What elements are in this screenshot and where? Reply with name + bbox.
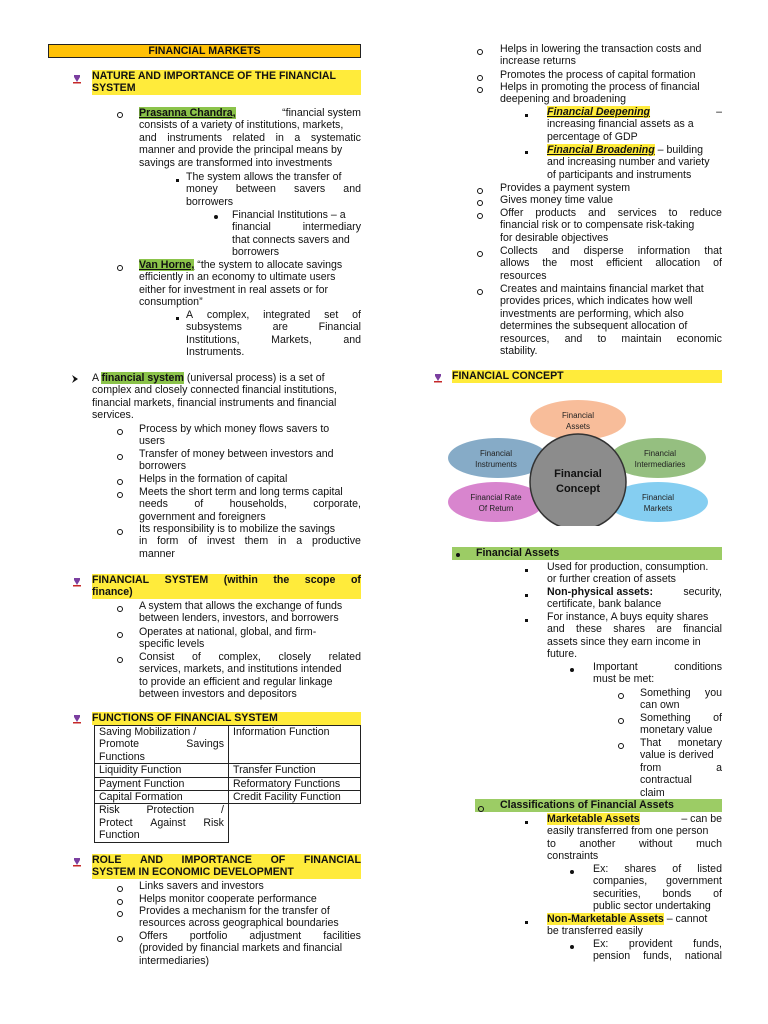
arrow-down-bullet-icon [72, 857, 82, 867]
financial-concept-diagram [444, 396, 712, 526]
label-instruments-2: Instruments [475, 460, 517, 469]
sec2-item-2: Transfer of money between investors and borrowers [139, 448, 334, 473]
non-marketable-example: Ex: provident funds, pension funds, national [593, 938, 722, 963]
arrow-down-bullet-icon [72, 577, 82, 587]
sec5-item-4: Offers portfolio adjustment facilities (provided by financial markets and financial intermediaries) [139, 930, 361, 967]
table-cell: Saving Mobilization / Promote Savings Functions [95, 726, 229, 764]
section-heading-financial-concept: FINANCIAL CONCEPT [452, 370, 722, 383]
arrow-down-bullet-icon [433, 373, 443, 383]
label-rate-2: Of Return [478, 504, 514, 513]
arrow-down-bullet-icon [72, 714, 82, 724]
financial-institutions-text: Financial Institutions – a financial intermediary that connects savers and borrowers [232, 209, 361, 259]
label-rate-1: Financial Rate [470, 493, 522, 502]
non-marketable-assets-text: Non-Marketable Assets – cannot be transferred easily [547, 913, 708, 938]
right-item-1: Helps in lowering the transaction costs and increase returns [500, 43, 702, 68]
fa-instance-text: For instance, A buys equity shares and these shares are financial assets since they earn income in future. [547, 611, 722, 661]
label-markets-2: Markets [643, 504, 673, 513]
sec2-item-4: Meets the short term and long terms capital needs of households, corporate, government and foreigners [139, 486, 361, 523]
node-financial-concept-center [530, 434, 626, 526]
financial-deepening-text: Financial Deepening – increasing financial assets as a percentage of GDP [547, 106, 722, 143]
marketable-assets-text: Marketable Assets – can be easily transferred from one person to another without much constraints [547, 813, 722, 863]
condition-3: That monetary value is derived from a contractual claim [640, 737, 722, 799]
arrow-right-bullet-icon [70, 374, 80, 384]
right-item-7: Collects and disperse information that allows the most efficient allocation of resources [500, 245, 722, 282]
condition-1: Something you can own [640, 687, 722, 712]
label-instruments-1: Financial [479, 449, 513, 458]
sec3-item-2: Operates at national, global, and firm- specific levels [139, 626, 317, 651]
table-cell: Payment Function [95, 777, 229, 790]
section-heading-nature: NATURE AND IMPORTANCE OF THE FINANCIAL SYSTEM [92, 70, 361, 95]
section-heading-functions: FUNCTIONS OF FINANCIAL SYSTEM [92, 712, 361, 725]
complex-subsystems-text: A complex, integrated set of subsystems are Financial Institutions, Markets, and Instruments. [186, 309, 361, 359]
right-item-8: Creates and maintains financial market that provides prices, which indicates how well investments are performing, which also determines the subsequent allocation of resources, and to maintain economic stability. [500, 283, 722, 358]
table-cell: Liquidity Function [95, 764, 229, 777]
table-cell: Capital Formation [95, 791, 229, 804]
sec3-item-1: A system that allows the exchange of funds between lenders, investors, and borrowers [139, 600, 343, 625]
section-heading-role: ROLE AND IMPORTANCE OF FINANCIAL SYSTEM IN ECONOMIC DEVELOPMENT [92, 854, 361, 879]
sec3-item-3: Consist of complex, closely related services, markets, and institutions intended to provide an efficient and regular linkage between investors and depositors [139, 651, 361, 701]
table-cell: Information Function [229, 726, 361, 764]
fa-non-physical-text: Non-physical assets: security, certificate, bank balance [547, 586, 722, 611]
label-center-1: Financial [554, 468, 602, 480]
table-cell: Risk Protection / Protect Against Risk Function [95, 804, 229, 842]
right-item-6: Offer products and services to reduce financial risk or to compensate risk-taking for desirable objectives [500, 207, 722, 244]
label-markets-1: Financial [641, 493, 675, 502]
node-financial-rate [448, 482, 544, 522]
important-conditions-text: Important conditions must be met: [593, 661, 722, 686]
sec5-item-2: Helps monitor cooperate performance [139, 893, 317, 905]
label-assets-1: Financial [561, 411, 595, 420]
financial-assets-heading: Financial Assets [476, 547, 560, 559]
label-intermediaries-2: Intermediaries [634, 460, 686, 469]
financial-system-definition: A financial system (universal process) is a set of complex and closely connected financial institutions, financial markets, financial instruments and financial services. [92, 372, 337, 422]
table-cell: Credit Facility Function [229, 791, 361, 804]
label-center-2: Concept [556, 483, 600, 495]
section-heading-financial-system: FINANCIAL SYSTEM (within the scope of finance) [92, 574, 361, 599]
right-item-3: Helps in promoting the process of financial deepening and broadening [500, 81, 700, 106]
fa-used-text: Used for production, consumption. or further creation of assets [547, 561, 709, 586]
classifications-heading: Classifications of Financial Assets [500, 799, 674, 811]
marketable-example: Ex: shares of listed companies, government securities, bonds of public sector undertaking [593, 863, 722, 913]
sec5-item-3: Provides a mechanism for the transfer of resources across geographical boundaries [139, 905, 339, 930]
sec2-item-1: Process by which money flows savers to users [139, 423, 330, 448]
table-cell: Transfer Function [229, 764, 361, 777]
right-item-2: Promotes the process of capital formation [500, 69, 696, 81]
prasanna-quote: Prasanna Chandra, “financial system consists of a variety of institutions, markets, and instruments related in a systematic manner and provide the principal means by savings are transformed into investments [139, 107, 361, 169]
table-cell: Reformatory Functions [229, 777, 361, 790]
sec5-item-1: Links savers and investors [139, 880, 264, 892]
label-intermediaries-1: Financial [643, 449, 677, 458]
right-item-4: Provides a payment system [500, 182, 631, 194]
sec2-item-5: Its responsibility is to mobilize the savings in form of invest them in a productive manner [139, 523, 361, 560]
right-item-5: Gives money time value [500, 194, 614, 206]
financial-broadening-text: Financial Broadening – building and increasing number and variety of participants and instruments [547, 144, 710, 181]
arrow-down-bullet-icon [72, 74, 82, 84]
page-title: FINANCIAL MARKETS [48, 44, 361, 58]
condition-2: Something of monetary value [640, 712, 722, 737]
table-cell-empty [229, 804, 361, 842]
sec2-item-3: Helps in the formation of capital [139, 473, 288, 485]
label-assets-2: Assets [565, 422, 591, 431]
van-horne-quote: Van Horne, “the system to allocate savings efficiently in an economy to ultimate users either for investment in real assets or for consumption” [139, 259, 343, 309]
allows-transfer-text: The system allows the transfer of money between savers and borrowers [186, 171, 361, 208]
functions-table [94, 725, 361, 843]
